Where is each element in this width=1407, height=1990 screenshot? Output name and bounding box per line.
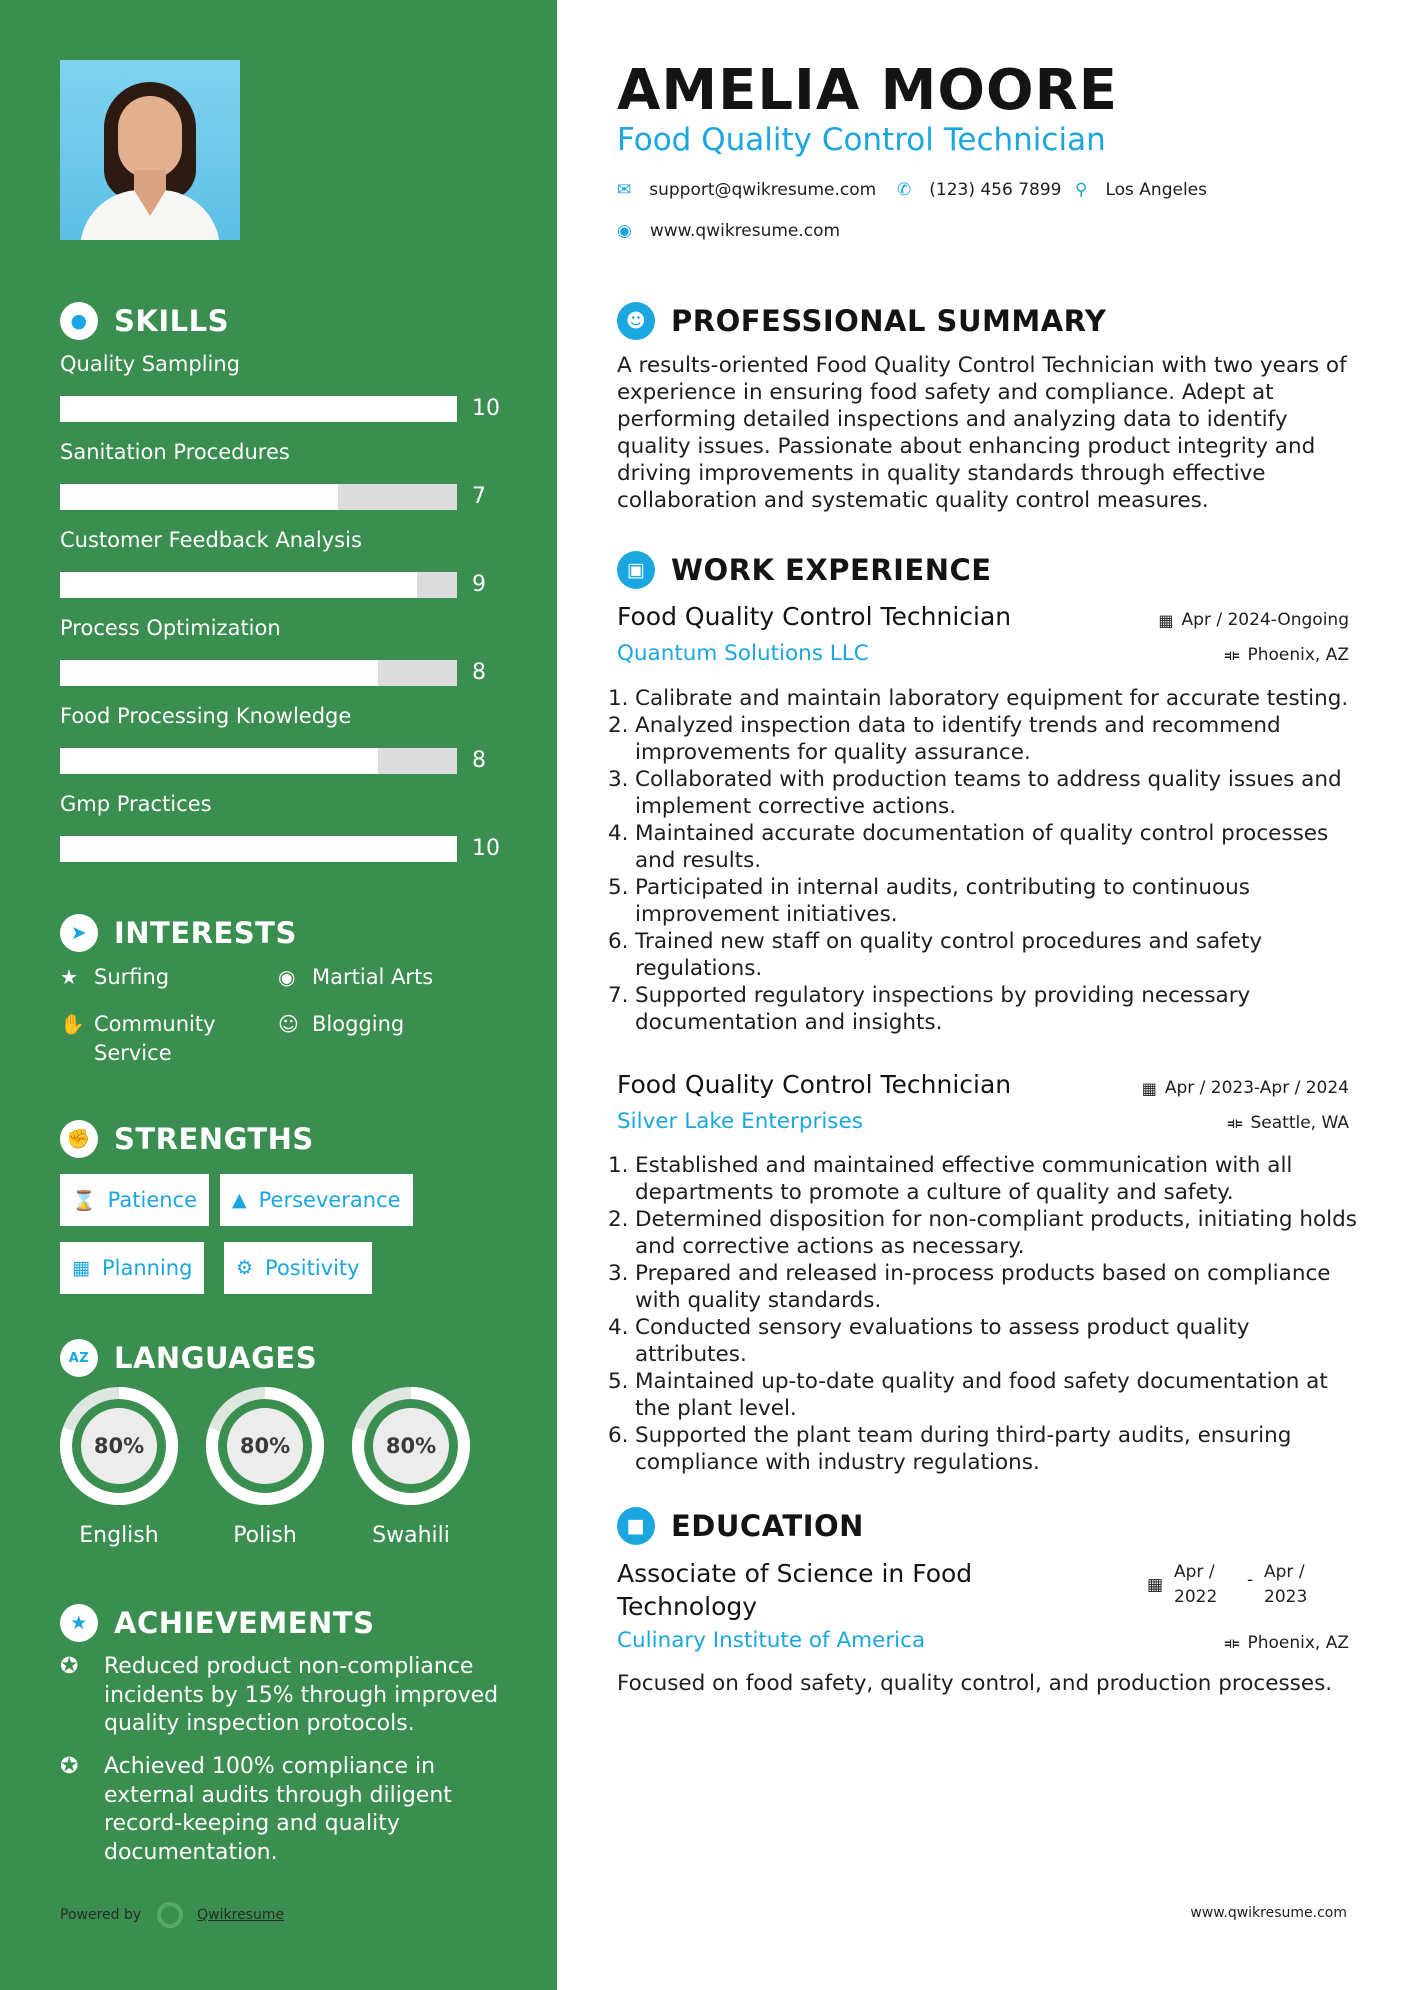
skill-bar-fill (60, 572, 417, 598)
bullet-item: 6. Trained new staff on quality control procedures and safety regulations. (608, 929, 1263, 981)
globe-icon: ◉ (278, 965, 296, 989)
bullet-item: 5. Participated in internal audits, contributing to continuous improvement initiatives. (608, 875, 1250, 927)
skill-bar (60, 748, 457, 774)
qwikresume-logo-icon (157, 1902, 183, 1928)
gear-icon: ⚙ (236, 1257, 254, 1279)
contact-phone: ✆ (123) 456 7899 (897, 180, 1062, 200)
skill-value: 8 (472, 660, 486, 685)
job-dates: ▦ Apr / 2023-Apr / 2024 (1141, 1078, 1349, 1098)
bullet-number: 1. (608, 686, 629, 711)
bullet-number: 2. (608, 1207, 629, 1232)
bullet-item: 2. Analyzed inspection data to identify trends and recommend improvements for quality assurance. (608, 713, 1281, 765)
skill-name: Sanitation Procedures (60, 440, 290, 464)
achievement-item: ✪ Reduced product non-compliance incidents by 15% through improved quality inspection protocols. (60, 1653, 500, 1739)
bullet-number: 3. (608, 1261, 629, 1286)
job-location: ⟚ Phoenix, AZ (1224, 645, 1349, 665)
language-name: English (79, 1523, 159, 1548)
skill-item (60, 440, 500, 509)
language-name: Swahili (372, 1523, 450, 1548)
skill-item (60, 616, 500, 685)
strength-badge: ⌛ Patience (60, 1174, 209, 1226)
pushpin-icon: ⟚ (1224, 645, 1240, 664)
skill-value: 8 (472, 748, 486, 773)
summary-heading: ☻ PROFESSIONAL SUMMARY (617, 302, 1106, 340)
skill-item (60, 528, 500, 597)
road-icon: ▲ (232, 1189, 247, 1211)
bullet-number: 6. (608, 1423, 629, 1448)
degree-title: Associate of Science in Food Technology (617, 1559, 973, 1621)
edu-location: ⟚ Phoenix, AZ (1224, 1633, 1349, 1653)
bullet-item: 4. Maintained accurate documentation of quality control processes and results. (608, 821, 1329, 873)
candidate-name: AMELIA MOORE (617, 58, 1118, 123)
school-name: Culinary Institute of America (617, 1628, 926, 1653)
skill-bar (60, 660, 457, 686)
interest-item: ✋ Community Service (60, 1010, 230, 1068)
skill-bar-fill (60, 396, 457, 422)
skill-name: Customer Feedback Analysis (60, 528, 362, 552)
interest-item: ☺ Blogging (278, 1010, 404, 1039)
bullet-number: 5. (608, 1369, 629, 1394)
pushpin-icon: ⟚ (1224, 1633, 1240, 1652)
edu-date-separator: - (1247, 1570, 1254, 1590)
candidate-title: Food Quality Control Technician (617, 122, 1106, 158)
bullet-number: 7. (608, 983, 629, 1008)
calendar-icon: ▦ (1158, 610, 1174, 630)
job-title: Food Quality Control Technician (617, 602, 1012, 631)
hand-icon: ✋ (60, 1012, 85, 1036)
edu-end-date: Apr / 2023 (1264, 1562, 1308, 1607)
skill-name: Food Processing Knowledge (60, 704, 352, 728)
powered-by: Powered by Qwikresume (60, 1902, 284, 1928)
languages-heading: AZ LANGUAGES (60, 1339, 317, 1377)
calendar-icon: ▦ (72, 1257, 90, 1279)
language-name: Polish (233, 1523, 297, 1548)
star-icon: ★ (60, 965, 78, 989)
skill-name: Quality Sampling (60, 352, 241, 376)
calendar-icon: ▦ (1141, 1078, 1157, 1098)
skill-item (60, 352, 500, 421)
bullet-item: 3. Prepared and released in-process products based on compliance with quality standards. (608, 1261, 1331, 1313)
paper-plane-icon: ➤ (60, 914, 98, 952)
skill-name: Gmp Practices (60, 792, 212, 816)
graduation-cap-icon: ■ (617, 1507, 655, 1545)
language-item (350, 1385, 472, 1548)
bullet-item: 5. Maintained up-to-date quality and food safety documentation at the plant level. (608, 1369, 1328, 1421)
strength-badge: ⚙ Positivity (224, 1242, 372, 1294)
job-location: ⟚ Seattle, WA (1227, 1113, 1349, 1133)
language-percent: 80% (239, 1434, 291, 1458)
language-item (204, 1385, 326, 1548)
user-icon: ☻ (617, 302, 655, 340)
interest-item: ◉ Martial Arts (278, 963, 433, 992)
contact-website: ◉ www.qwikresume.com (617, 221, 841, 241)
bullet-item: 1. Calibrate and maintain laboratory equipment for accurate testing. (608, 686, 1349, 711)
job-company: Silver Lake Enterprises (617, 1109, 863, 1134)
skill-bar (60, 396, 457, 422)
pushpin-icon: ⟚ (1227, 1113, 1243, 1132)
lightbulb-icon: ● (60, 302, 98, 340)
contact-email: ✉ support@qwikresume.com (617, 180, 877, 200)
achievements-heading: ★ ACHIEVEMENTS (60, 1604, 374, 1642)
bullet-number: 4. (608, 1315, 629, 1340)
skill-value: 7 (472, 484, 486, 509)
bullet-item: 2. Determined disposition for non-compliant products, initiating holds and corrective actions as necessary. (608, 1207, 1357, 1259)
bullet-number: 5. (608, 875, 629, 900)
bullet-number: 3. (608, 767, 629, 792)
skill-name: Process Optimization (60, 616, 281, 640)
skill-bar (60, 572, 457, 598)
edu-start-date: Apr / 2022 (1174, 1562, 1218, 1607)
briefcase-icon: ▣ (617, 551, 655, 589)
calendar-icon: ▦ (1147, 1575, 1164, 1595)
education-description: Focused on food safety, quality control, and production processes. (617, 1671, 1333, 1696)
language-item (58, 1385, 180, 1548)
job-title: Food Quality Control Technician (617, 1070, 1012, 1099)
summary-text: A results-oriented Food Quality Control Technician with two years of experience in ensuring food safety and compliance. Adept at performing detailed inspections and analyzing data to identify quality issues. Passionate about enhancing product integrity and driving improvements in quality standards through effective collaboration and systematic quality control measures. (617, 353, 1347, 513)
bullet-item: 3. Collaborated with production teams to address quality issues and implement corrective actions. (608, 767, 1342, 819)
skill-bar-fill (60, 748, 378, 774)
shooting-star-icon: ✪ (60, 1754, 79, 1779)
language-percent: 80% (385, 1434, 437, 1458)
bullet-number: 2. (608, 713, 629, 738)
skill-value: 9 (472, 572, 486, 597)
map-pin-icon: ⚲ (1075, 180, 1088, 200)
group-icon: ☺ (278, 1012, 299, 1036)
job-company: Quantum Solutions LLC (617, 641, 869, 666)
skill-bar-fill (60, 836, 457, 862)
language-percent: 80% (93, 1434, 145, 1458)
skill-value: 10 (472, 836, 500, 861)
bullet-item: 4. Conducted sensory evaluations to assess product quality attributes. (608, 1315, 1250, 1367)
bullet-number: 6. (608, 929, 629, 954)
strength-badge: ▲ Perseverance (220, 1174, 413, 1226)
bullet-item: 7. Supported regulatory inspections by providing necessary documentation and insights. (608, 983, 1251, 1035)
phone-icon: ✆ (897, 180, 912, 200)
experience-heading: ▣ WORK EXPERIENCE (617, 551, 992, 589)
interest-item: ★ Surfing (60, 963, 169, 992)
bullet-number: 4. (608, 821, 629, 846)
translate-icon: AZ (60, 1339, 98, 1377)
shooting-star-icon: ✪ (60, 1654, 79, 1679)
job-bullets (608, 685, 1357, 1036)
strengths-heading: ✊ STRENGTHS (60, 1120, 314, 1158)
hourglass-icon: ⌛ (72, 1189, 96, 1212)
contact-location: ⚲ Los Angeles (1075, 180, 1207, 200)
education-heading: ■ EDUCATION (617, 1507, 864, 1545)
skill-bar-fill (60, 484, 338, 510)
skill-bar-fill (60, 660, 378, 686)
skills-heading: ● SKILLS (60, 302, 229, 340)
bullet-number: 1. (608, 1153, 629, 1178)
qwikresume-link[interactable]: Qwikresume (197, 1907, 285, 1923)
globe-icon: ◉ (617, 221, 632, 241)
sidebar (0, 0, 557, 1990)
skill-value: 10 (472, 396, 500, 421)
fist-icon: ✊ (60, 1120, 98, 1158)
achievement-item: ✪ Achieved 100% compliance in external audits through diligent record-keeping and quality documentation. (60, 1753, 500, 1867)
job-dates: ▦ Apr / 2024-Ongoing (1158, 610, 1349, 630)
star-badge-icon: ★ (60, 1604, 98, 1642)
skill-item (60, 792, 500, 861)
skill-bar (60, 836, 457, 862)
footer-url: www.qwikresume.com (1190, 1905, 1347, 1921)
skill-item (60, 704, 500, 773)
job-bullets (608, 1152, 1357, 1476)
bullet-item: 6. Supported the plant team during third-party audits, ensuring compliance with industry regulations. (608, 1423, 1292, 1475)
profile-photo (60, 60, 240, 240)
envelope-icon: ✉ (617, 180, 632, 200)
skill-bar (60, 484, 457, 510)
bullet-item: 1. Established and maintained effective communication with all departments to promote a culture of quality and safety. (608, 1153, 1293, 1205)
interests-heading: ➤ INTERESTS (60, 914, 297, 952)
strength-badge: ▦ Planning (60, 1242, 204, 1294)
